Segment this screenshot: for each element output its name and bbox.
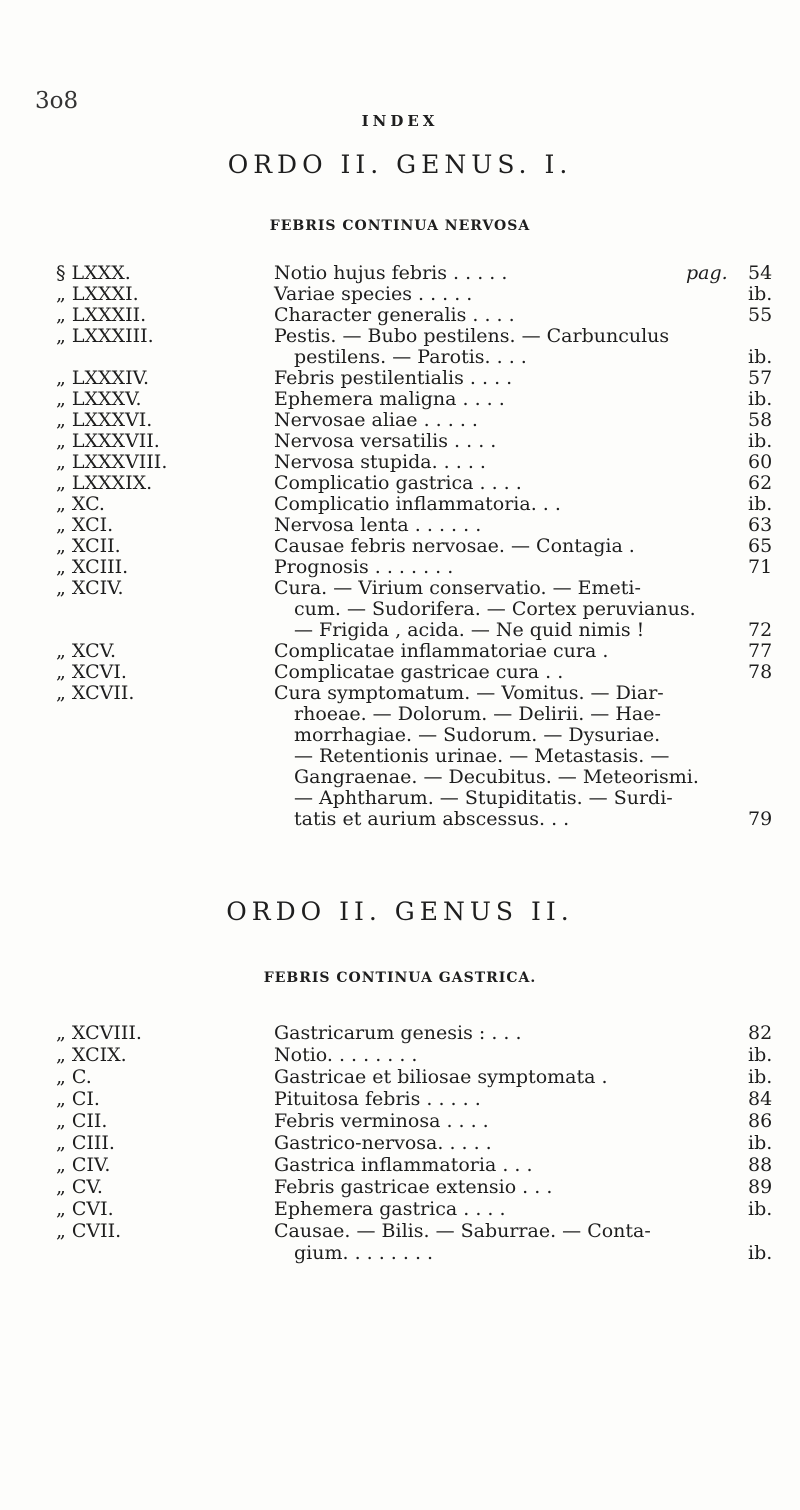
page-reference: ib. — [748, 1066, 773, 1088]
index-entry — [0, 809, 800, 830]
index-entry — [0, 1198, 800, 1220]
entry-title: Pituitosa febris . . . . . — [274, 1088, 481, 1110]
entry-title: Gastricae et biliosae symptomata . — [274, 1066, 608, 1088]
index-entry — [0, 515, 800, 536]
section-number: „ XCIX. — [56, 1044, 127, 1066]
index-entry — [0, 725, 800, 746]
genus-subtitle-1: FEBRIS CONTINUA NERVOSA — [269, 218, 531, 234]
page-reference: ib. — [748, 1044, 773, 1066]
index-entry — [0, 452, 800, 473]
entry-title: gium. . . . . . . . — [294, 1242, 434, 1264]
index-entry — [0, 641, 800, 662]
ordo-title-1: ORDO II. GENUS. I. — [227, 150, 573, 179]
section-number: „ LXXXI. — [56, 283, 139, 305]
section-number: „ XC. — [56, 493, 105, 515]
entry-title: tatis et aurium abscessus. . . — [294, 808, 570, 830]
page-reference: ib. — [748, 493, 773, 515]
entry-title: Notio. . . . . . . . — [274, 1044, 418, 1066]
index-entry — [0, 683, 800, 704]
pag-label: pag. — [686, 262, 728, 284]
index-entry — [0, 620, 800, 641]
ordo-title-2: ORDO II. GENUS II. — [226, 897, 574, 926]
entry-title: — Retentionis urinae. — Metastasis. — — [294, 745, 670, 767]
index-entry — [0, 326, 800, 347]
page-reference: 82 — [748, 1022, 773, 1044]
page-reference: 60 — [748, 451, 773, 473]
index-entry — [0, 347, 800, 368]
index-entry — [0, 473, 800, 494]
section-number: „ LXXXII. — [56, 304, 147, 326]
section-number: § LXXX. — [56, 262, 131, 284]
entry-title: Febris verminosa . . . . — [274, 1110, 489, 1132]
section-number: „ C. — [56, 1066, 92, 1088]
entry-title: Causae febris nervosae. — Contagia . — [274, 535, 635, 557]
running-head: INDEX — [361, 112, 439, 130]
page-reference: ib. — [748, 346, 773, 368]
page-reference: 62 — [748, 472, 773, 494]
index-entry — [0, 1110, 800, 1132]
section-number: „ XCVIII. — [56, 1022, 142, 1044]
entry-title: Notio hujus febris . . . . . — [274, 262, 508, 284]
index-entry — [0, 746, 800, 767]
page-reference: 88 — [748, 1154, 773, 1176]
index-entry — [0, 662, 800, 683]
section-number: „ LXXXIV. — [56, 367, 150, 389]
index-entry — [0, 368, 800, 389]
page-reference: ib. — [748, 283, 773, 305]
section-number: „ XCIV. — [56, 577, 124, 599]
index-entry — [0, 284, 800, 305]
section-number: „ XCVI. — [56, 661, 127, 683]
entry-title: Nervosa lenta . . . . . . — [274, 514, 482, 536]
entry-title: Febris pestilentialis . . . . — [274, 367, 513, 389]
index-entry — [0, 788, 800, 809]
section-number: „ LXXXVI. — [56, 409, 153, 431]
index-entry — [0, 536, 800, 557]
entry-title: Ephemera maligna . . . . — [274, 388, 505, 410]
section-number: „ LXXXIII. — [56, 325, 154, 347]
page-reference: 55 — [748, 304, 773, 326]
page-reference: 84 — [748, 1088, 773, 1110]
index-entry — [0, 1220, 800, 1242]
section-number: „ CII. — [56, 1110, 108, 1132]
index-list-1 — [0, 263, 800, 830]
entry-title: Febris gastricae extensio . . . — [274, 1176, 553, 1198]
section-number: „ XCV. — [56, 640, 117, 662]
entry-title: morrhagiae. — Sudorum. — Dysuriae. — [294, 724, 661, 746]
section-number: „ LXXXV. — [56, 388, 142, 410]
page-reference: 63 — [748, 514, 773, 536]
entry-title: — Frigida , acida. — Ne quid nimis ! — [294, 619, 645, 641]
section-number: „ XCVII. — [56, 682, 135, 704]
section-number: „ CVII. — [56, 1220, 122, 1242]
section-number: „ LXXXIX. — [56, 472, 153, 494]
index-entry — [0, 410, 800, 431]
page-reference: 77 — [748, 640, 773, 662]
entry-title: Gangraenae. — Decubitus. — Meteorismi. — [294, 766, 699, 788]
index-entry — [0, 263, 800, 284]
entry-title: Complicatio gastrica . . . . — [274, 472, 522, 494]
page-reference: ib. — [748, 1242, 773, 1264]
index-entry — [0, 1022, 800, 1044]
page-reference: 79 — [748, 808, 773, 830]
index-entry — [0, 1176, 800, 1198]
page-reference: ib. — [748, 1132, 773, 1154]
page-reference: 72 — [748, 619, 773, 641]
section-number: „ CV. — [56, 1176, 103, 1198]
index-entry — [0, 767, 800, 788]
entry-title: Complicatae inflammatoriae cura . — [274, 640, 609, 662]
section-number: „ LXXXVII. — [56, 430, 160, 452]
page-reference: 86 — [748, 1110, 773, 1132]
entry-title: Complicatio inflammatoria. . . — [274, 493, 561, 515]
index-entry — [0, 704, 800, 725]
entry-title: Nervosa versatilis . . . . — [274, 430, 497, 452]
entry-title: Gastrica inflammatoria . . . — [274, 1154, 533, 1176]
index-entry — [0, 1132, 800, 1154]
section-number: „ XCI. — [56, 514, 114, 536]
entry-title: Cura. — Virium conservatio. — Emeti- — [274, 577, 641, 599]
page-reference: 65 — [748, 535, 773, 557]
index-entry — [0, 494, 800, 515]
entry-title: — Aphtharum. — Stupiditatis. — Surdi- — [294, 787, 673, 809]
page-number: 3o8 — [35, 88, 79, 114]
entry-title: Gastrico-nervosa. . . . . — [274, 1132, 492, 1154]
page-reference: 78 — [748, 661, 773, 683]
section-number: „ XCIII. — [56, 556, 129, 578]
entry-title: Nervosae aliae . . . . . — [274, 409, 478, 431]
index-entry — [0, 1088, 800, 1110]
entry-title: Pestis. — Bubo pestilens. — Carbunculus — [274, 325, 670, 347]
section-number: „ LXXXVIII. — [56, 451, 168, 473]
index-list-2 — [0, 1022, 800, 1264]
entry-title: Nervosa stupida. . . . . — [274, 451, 486, 473]
index-entry — [0, 1242, 800, 1264]
entry-title: pestilens. — Parotis. . . . — [294, 346, 527, 368]
entry-title: Ephemera gastrica . . . . — [274, 1198, 506, 1220]
entry-title: Gastricarum genesis : . . . — [274, 1022, 522, 1044]
index-entry — [0, 1044, 800, 1066]
page-reference: 57 — [748, 367, 773, 389]
index-entry — [0, 599, 800, 620]
entry-title: Character generalis . . . . — [274, 304, 515, 326]
index-entry — [0, 389, 800, 410]
page-reference: 89 — [748, 1176, 773, 1198]
section-number: „ CIII. — [56, 1132, 115, 1154]
section-number: „ CVI. — [56, 1198, 114, 1220]
page-reference: 54 — [748, 262, 773, 284]
entry-title: Prognosis . . . . . . . — [274, 556, 454, 578]
page-reference: 71 — [748, 556, 773, 578]
entry-title: Cura symptomatum. — Vomitus. — Diar- — [274, 682, 664, 704]
index-entry — [0, 578, 800, 599]
index-entry — [0, 431, 800, 452]
index-entry — [0, 1066, 800, 1088]
page-reference: 58 — [748, 409, 773, 431]
index-entry — [0, 305, 800, 326]
genus-subtitle-2: FEBRIS CONTINUA GASTRICA. — [263, 970, 537, 986]
page-reference: ib. — [748, 1198, 773, 1220]
entry-title: Complicatae gastricae cura . . — [274, 661, 564, 683]
entry-title: cum. — Sudorifera. — Cortex peruvianus. — [294, 598, 696, 620]
section-number: „ CI. — [56, 1088, 100, 1110]
index-entry — [0, 557, 800, 578]
section-number: „ XCII. — [56, 535, 121, 557]
entry-title: rhoeae. — Dolorum. — Delirii. — Hae- — [294, 703, 661, 725]
index-entry — [0, 1154, 800, 1176]
page-reference: ib. — [748, 430, 773, 452]
section-number: „ CIV. — [56, 1154, 111, 1176]
entry-title: Variae species . . . . . — [274, 283, 473, 305]
page-reference: ib. — [748, 388, 773, 410]
entry-title: Causae. — Bilis. — Saburrae. — Conta- — [274, 1220, 651, 1242]
